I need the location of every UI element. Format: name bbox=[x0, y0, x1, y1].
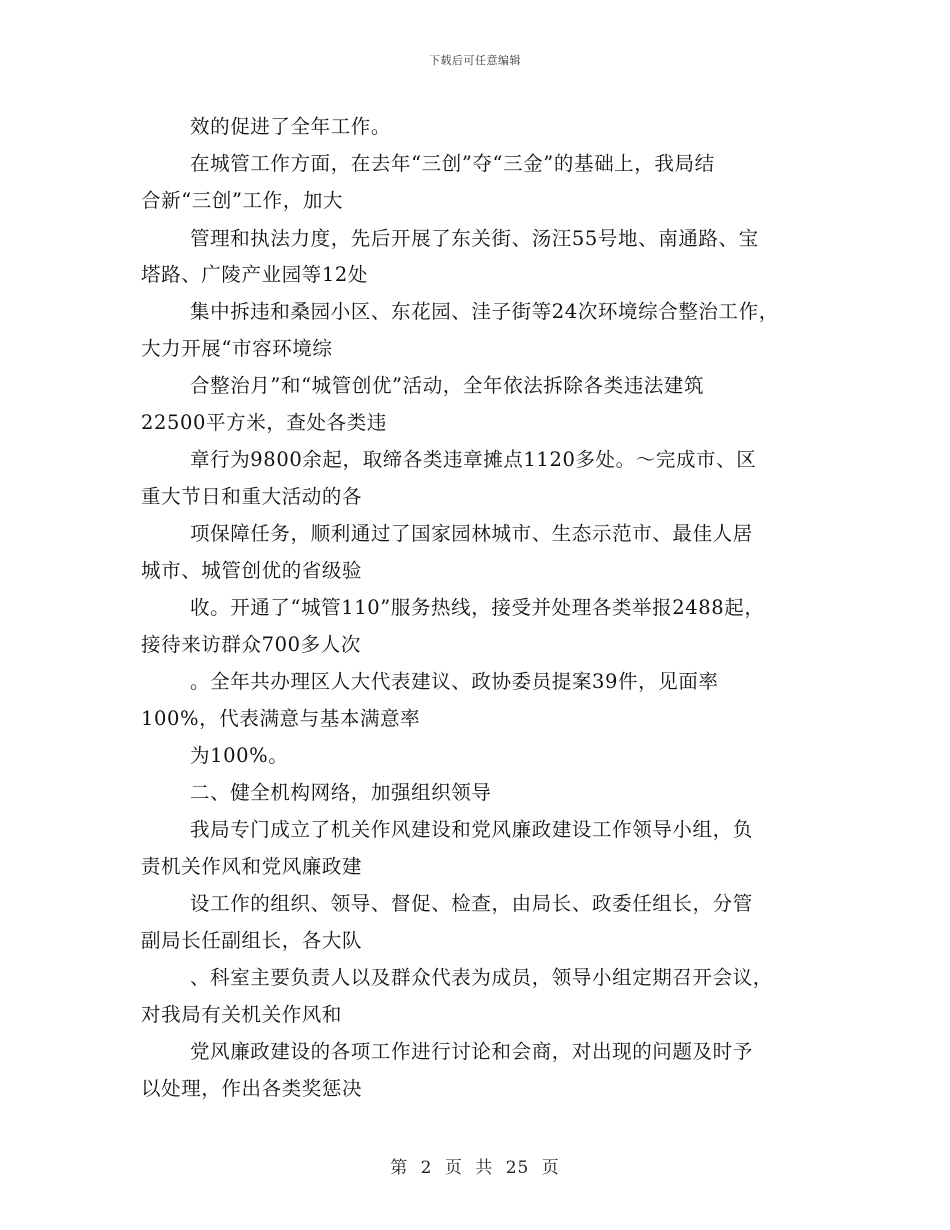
text-line: 塔路、广陵产业园等12处 bbox=[141, 263, 369, 286]
text-line: 合整治月”和“城管创优”活动，全年依法拆除各类违法建筑 bbox=[190, 374, 705, 397]
text-line: 集中拆违和桑园小区、东花园、洼子街等24次环境综合整治工作， bbox=[190, 300, 779, 323]
text-line: 大力开展“市容环境综 bbox=[141, 337, 333, 360]
page-footer: 第 2 页 共 25 页 bbox=[390, 1158, 560, 1178]
text-line: 副局长任副组长，各大队 bbox=[141, 929, 363, 952]
section-heading: 二、健全机构网络，加强组织领导 bbox=[190, 781, 492, 804]
text-line: 对我局有关机关作风和 bbox=[141, 1003, 343, 1026]
text-line: 党风廉政建设的各项工作进行讨论和会商，对出现的问题及时予 bbox=[190, 1040, 753, 1063]
text-line: 以处理，作出各类奖惩决 bbox=[141, 1077, 363, 1100]
text-line: 22500平方米，查处各类违 bbox=[141, 411, 387, 434]
text-line: 合新“三创”工作，加大 bbox=[141, 189, 344, 212]
text-line: 城市、城管创优的省级验 bbox=[141, 559, 363, 582]
text-line: 管理和执法力度，先后开展了东关街、汤汪55号地、南通路、宝 bbox=[190, 227, 759, 250]
text-line: 、科室主要负责人以及群众代表为成员，领导小组定期召开会议， bbox=[190, 966, 773, 989]
text-line: 效的促进了全年工作。 bbox=[190, 115, 392, 138]
text-line: 重大节日和重大活动的各 bbox=[141, 485, 363, 508]
text-line: 我局专门成立了机关作风建设和党风廉政建设工作领导小组，负 bbox=[190, 818, 753, 841]
text-line: 项保障任务，顺利通过了国家园林城市、生态示范市、最佳人居 bbox=[190, 522, 753, 545]
page-header: 下载后可任意编辑 bbox=[429, 54, 521, 67]
text-line: 为100%。 bbox=[190, 744, 289, 767]
text-line: 设工作的组织、领导、督促、检查，由局长、政委任组长，分管 bbox=[190, 892, 753, 915]
text-line: 在城管工作方面，在去年“三创”夺“三金”的基础上，我局结 bbox=[190, 152, 715, 175]
text-line: 收。开通了“城管110”服务热线，接受并处理各类举报2488起， bbox=[190, 596, 765, 619]
text-line: 责机关作风和党风廉政建 bbox=[141, 855, 363, 878]
text-line: 100%，代表满意与基本满意率 bbox=[141, 707, 421, 730]
text-line: 。全年共办理区人大代表建议、政协委员提案39件，见面率 bbox=[190, 670, 719, 693]
text-line: 接待来访群众700多人次 bbox=[141, 633, 361, 656]
text-line: 章行为9800余起，取缔各类违章摊点1120多处。～完成市、区 bbox=[190, 448, 757, 471]
